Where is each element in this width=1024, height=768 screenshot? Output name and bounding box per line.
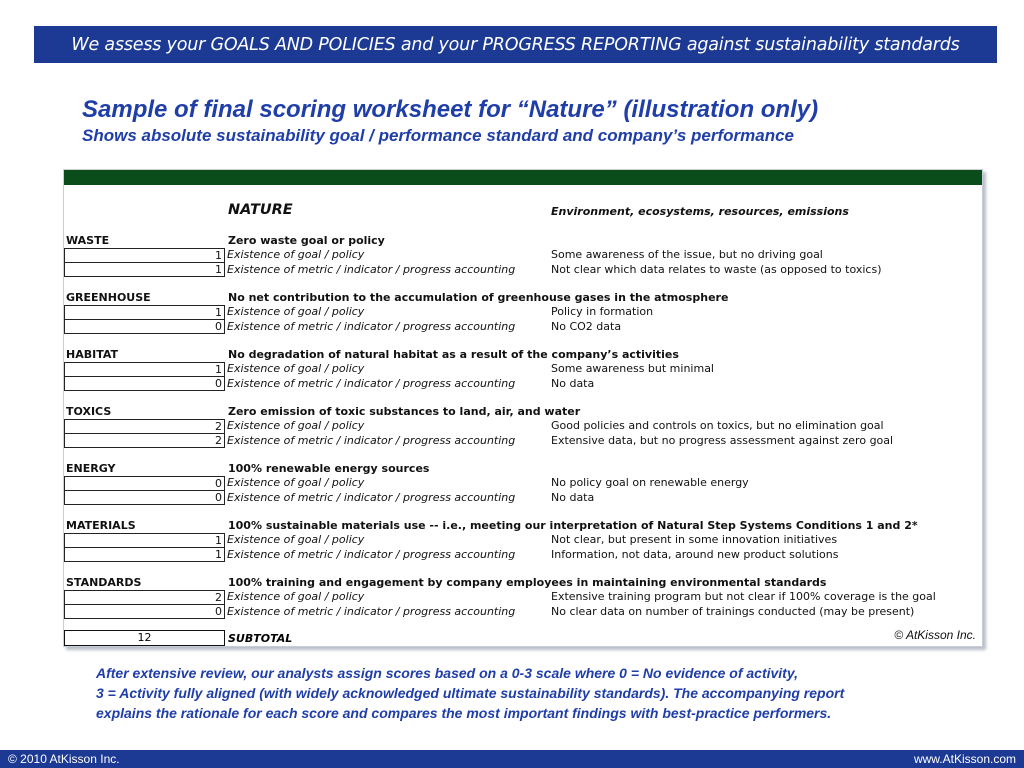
assessment-text: Some awareness but minimal	[551, 362, 714, 376]
criterion-text: Existence of goal / policy	[227, 305, 365, 319]
assessment-text: No data	[551, 376, 595, 390]
section-title: NATURE	[228, 202, 293, 218]
criterion-text: Existence of goal / policy	[227, 419, 365, 433]
criterion-text: Existence of metric / indicator / progress accounting	[227, 547, 516, 561]
criterion-text: Existence of metric / indicator / progress accounting	[227, 262, 516, 276]
category-name: WASTE	[66, 234, 110, 247]
category-header-row	[64, 519, 984, 534]
table-row	[64, 476, 984, 491]
criterion-text: Existence of goal / policy	[227, 533, 365, 547]
table-row	[64, 320, 984, 335]
criterion-text: Existence of goal / policy	[227, 590, 365, 604]
footnote-line: explains the rationale for each score and compares the most important findings with best-practice performers.	[96, 705, 832, 721]
score-cell[interactable]: 0	[64, 476, 225, 491]
category-goal: Zero emission of toxic substances to land, air, and water	[228, 405, 581, 418]
criterion-text: Existence of metric / indicator / progress accounting	[227, 490, 516, 504]
score-cell[interactable]: 2	[64, 590, 225, 605]
header-banner: We assess your GOALS AND POLICIES and your PROGRESS REPORTING against sustainability standards	[34, 26, 997, 63]
assessment-text: Not clear which data relates to waste (as opposed to toxics)	[551, 262, 882, 276]
table-row	[64, 263, 984, 278]
score-cell[interactable]: 2	[64, 419, 225, 434]
score-cell[interactable]: 0	[64, 605, 225, 620]
assessment-text: No data	[551, 490, 595, 504]
category-header-row	[64, 405, 984, 420]
score-cell[interactable]: 1	[64, 305, 225, 320]
category-goal: 100% renewable energy sources	[228, 462, 430, 475]
assessment-text: No clear data on number of trainings conducted (may be present)	[551, 604, 915, 618]
table-row	[64, 248, 984, 263]
score-cell[interactable]: 1	[64, 533, 225, 548]
category-goal: 100% training and engagement by company employees in maintaining environmental standards	[228, 576, 827, 589]
table-row	[64, 590, 984, 605]
assessment-text: Not clear, but present in some innovation initiatives	[551, 533, 838, 547]
table-row	[64, 491, 984, 506]
footnote-line: After extensive review, our analysts assign scores based on a 0-3 scale where 0 = No evidence of activity,	[96, 665, 799, 681]
assessment-text: Extensive data, but no progress assessment against zero goal	[551, 433, 894, 447]
category-name: ENERGY	[66, 462, 116, 475]
category-goal: Zero waste goal or policy	[228, 234, 385, 247]
category-header-row	[64, 348, 984, 363]
table-row	[64, 305, 984, 320]
category-header-row	[64, 462, 984, 477]
scoring-worksheet	[63, 169, 983, 647]
criterion-text: Existence of metric / indicator / progress accounting	[227, 433, 516, 447]
subtotal-row	[64, 630, 984, 646]
table-row	[64, 533, 984, 548]
criterion-text: Existence of goal / policy	[227, 362, 365, 376]
category-name: HABITAT	[66, 348, 119, 361]
footnote	[96, 663, 844, 723]
assessment-text: Information, not data, around new product solutions	[551, 547, 839, 561]
criterion-text: Existence of metric / indicator / progress accounting	[227, 319, 516, 333]
score-cell[interactable]: 1	[64, 248, 225, 263]
category-goal: No net contribution to the accumulation of greenhouse gases in the atmosphere	[228, 291, 729, 304]
table-row	[64, 548, 984, 563]
assessment-text: Some awareness of the issue, but no driving goal	[551, 248, 823, 262]
table-row	[64, 605, 984, 620]
footer-copyright: © 2010 AtKisson Inc.	[8, 752, 120, 766]
assessment-text: Extensive training program but not clear if 100% coverage is the goal	[551, 590, 936, 604]
score-cell[interactable]: 0	[64, 491, 225, 506]
category-header-row	[64, 291, 984, 306]
table-row	[64, 377, 984, 392]
category-goal: 100% sustainable materials use -- i.e., meeting our interpretation of Natural Step Systems Conditions 1 and 2*	[228, 519, 918, 532]
footer-bar	[0, 750, 1024, 768]
score-cell[interactable]: 1	[64, 548, 225, 563]
table-row	[64, 419, 984, 434]
subtotal-label: SUBTOTAL	[228, 632, 293, 645]
subtotal-value: 12	[64, 630, 225, 646]
score-cell[interactable]: 1	[64, 362, 225, 377]
score-cell[interactable]: 0	[64, 377, 225, 392]
category-name: GREENHOUSE	[66, 291, 151, 304]
assessment-text: No CO2 data	[551, 319, 622, 333]
slide-subtitle: Shows absolute sustainability goal / performance standard and company’s performance	[82, 126, 794, 145]
worksheet-body	[64, 170, 982, 646]
category-goal: No degradation of natural habitat as a result of the company’s activities	[228, 348, 679, 361]
score-cell[interactable]: 0	[64, 320, 225, 335]
criterion-text: Existence of goal / policy	[227, 476, 365, 490]
score-cell[interactable]: 1	[64, 263, 225, 278]
worksheet-copyright: © AtKisson Inc.	[894, 628, 976, 642]
footer-website-link[interactable]: www.AtKisson.com	[913, 752, 1016, 766]
table-row	[64, 362, 984, 377]
section-description: Environment, ecosystems, resources, emissions	[551, 205, 849, 218]
criterion-text: Existence of goal / policy	[227, 248, 365, 262]
footnote-line: 3 = Activity fully aligned (with widely acknowledged ultimate sustainability standards). The accompanying report	[96, 685, 845, 701]
category-name: MATERIALS	[66, 519, 136, 532]
category-header-row	[64, 234, 984, 249]
table-row	[64, 434, 984, 449]
assessment-text: No policy goal on renewable energy	[551, 476, 749, 490]
category-name: STANDARDS	[66, 576, 142, 589]
criterion-text: Existence of metric / indicator / progress accounting	[227, 376, 516, 390]
category-name: TOXICS	[66, 405, 112, 418]
assessment-text: Policy in formation	[551, 305, 654, 319]
score-cell[interactable]: 2	[64, 434, 225, 449]
criterion-text: Existence of metric / indicator / progress accounting	[227, 604, 516, 618]
assessment-text: Good policies and controls on toxics, but no elimination goal	[551, 419, 884, 433]
category-header-row	[64, 576, 984, 591]
slide-title: Sample of final scoring worksheet for “Nature” (illustration only)	[82, 96, 819, 123]
